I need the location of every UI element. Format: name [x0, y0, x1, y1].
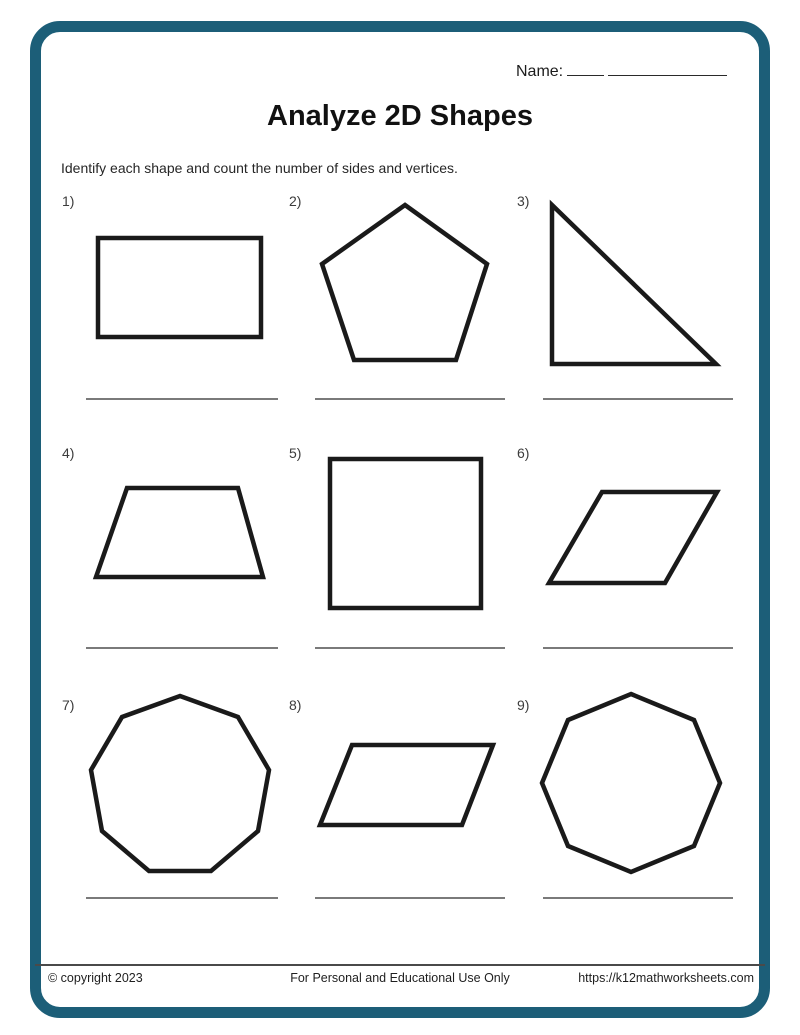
shape-pentagon [322, 205, 487, 360]
problem-number-4: 4) [62, 445, 75, 461]
shape-octagon [542, 694, 720, 872]
shape-parallelogram [549, 492, 717, 583]
footer-divider [35, 964, 765, 966]
footer-url: https://k12mathworksheets.com [578, 971, 754, 985]
shape-square [330, 459, 481, 608]
instructions-text: Identify each shape and count the number of sides and vertices. [61, 160, 458, 176]
answer-line-3[interactable] [543, 398, 733, 400]
problem-number-3: 3) [517, 193, 530, 209]
problem-number-9: 9) [517, 697, 530, 713]
shape-trapezoid [96, 488, 263, 577]
page-title: Analyze 2D Shapes [267, 100, 533, 132]
shape-parallelogram [320, 745, 493, 825]
problem-number-2: 2) [289, 193, 302, 209]
footer-copyright: © copyright 2023 [48, 971, 143, 985]
shape-rectangle [98, 238, 261, 337]
answer-line-6[interactable] [543, 647, 733, 649]
name-label: Name: [516, 63, 564, 80]
problem-number-1: 1) [62, 193, 75, 209]
shape-right-triangle [552, 205, 716, 364]
answer-line-8[interactable] [315, 897, 505, 899]
answer-line-4[interactable] [86, 647, 278, 649]
answer-line-2[interactable] [315, 398, 505, 400]
answer-line-7[interactable] [86, 897, 278, 899]
footer-usage: For Personal and Educational Use Only [290, 971, 510, 985]
answer-line-9[interactable] [543, 897, 733, 899]
answer-line-1[interactable] [86, 398, 278, 400]
problem-number-6: 6) [517, 445, 530, 461]
problem-number-8: 8) [289, 697, 302, 713]
answer-line-5[interactable] [315, 647, 505, 649]
problem-number-5: 5) [289, 445, 302, 461]
problem-number-7: 7) [62, 697, 75, 713]
shape-nonagon [91, 696, 269, 871]
